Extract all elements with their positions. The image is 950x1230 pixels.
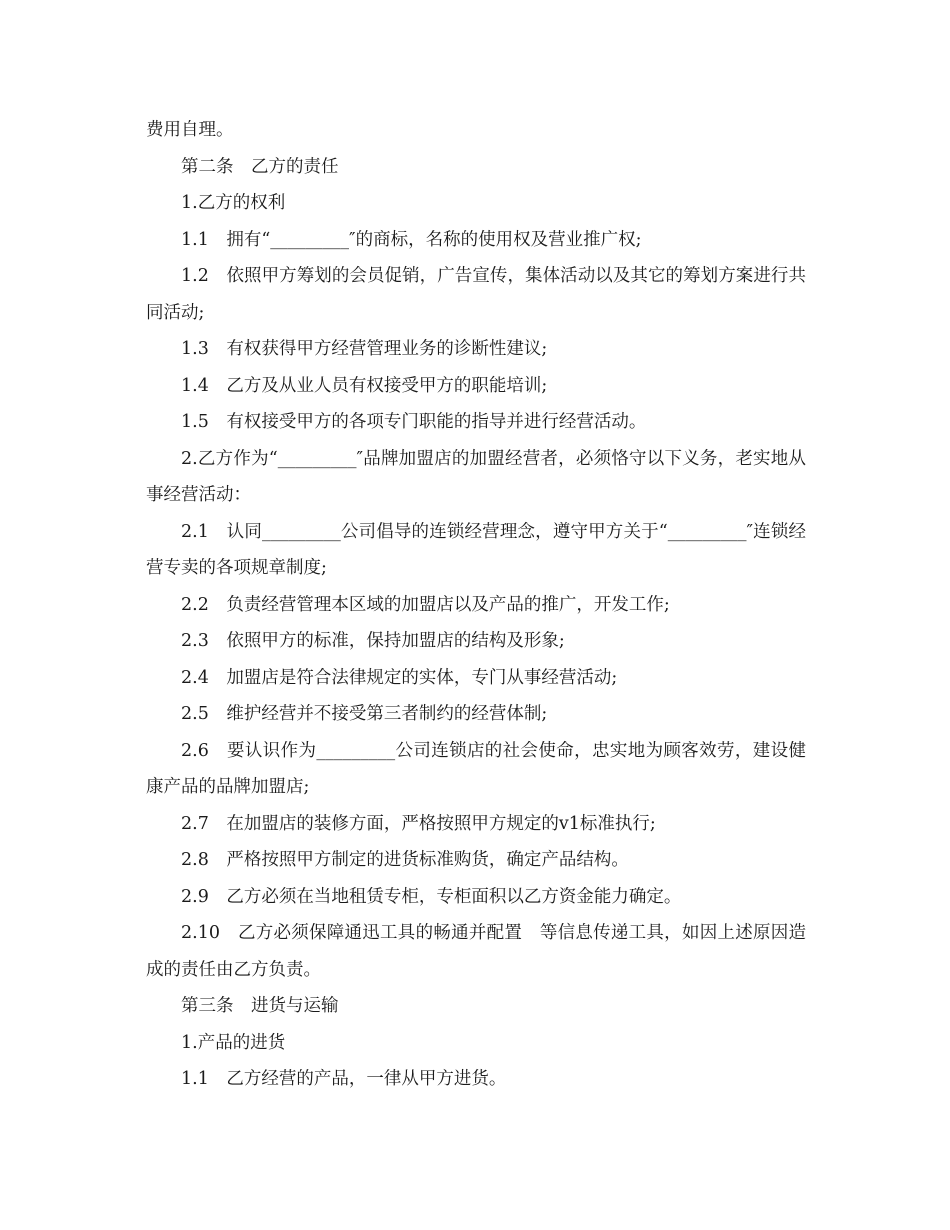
clause-item: 1.5 有权接受甲方的各项专门职能的指导并进行经营活动。	[181, 412, 647, 432]
clause-item: 2.7 在加盟店的装修方面，严格按照甲方规定的v1标准执行;	[181, 813, 656, 834]
section-heading: 2.乙方作为“_________″品牌加盟店的加盟经营者，必须恪守以下义务，老实地从事经营活动：	[146, 448, 806, 505]
clause-item: 2.6 要认识作为_________公司连锁店的社会使命，忠实地为顾客效劳，建设健康产品的品牌加盟店;	[146, 740, 806, 797]
clause-item: 2.1 认同_________公司倡导的连锁经营理念，遵守甲方关于“_________″连锁经营专卖的各项规章制度;	[146, 521, 806, 578]
article-heading: 第二条 乙方的责任	[181, 156, 339, 177]
clause-item: 2.4 加盟店是符合法律规定的实体，专门从事经营活动;	[181, 667, 618, 688]
article-heading: 第三条 进货与运输	[181, 996, 339, 1016]
clause-item: 1.2 依照甲方筹划的会员促销，广告宣传，集体活动以及其它的筹划方案进行共同活动;	[146, 266, 806, 323]
clause-item: 1.1 拥有“_________″的商标，名称的使用权及营业推广权;	[181, 229, 642, 250]
clause-item: 2.2 负责经营管理本区域的加盟店以及产品的推广，开发工作;	[181, 594, 670, 615]
section-heading: 1.产品的进货	[181, 1032, 286, 1053]
clause-item: 2.5 维护经营并不接受第三者制约的经营体制;	[181, 704, 548, 724]
document-body	[146, 112, 806, 1098]
clause-item: 2.8 严格按照甲方制定的进货标准购货，确定产品结构。	[181, 850, 629, 870]
paragraph-continuation: 费用自理。	[146, 120, 234, 140]
clause-item: 1.1 乙方经营的产品，一律从甲方进货。	[181, 1069, 507, 1089]
clause-item: 1.4 乙方及从业人员有权接受甲方的职能培训;	[181, 375, 548, 396]
clause-item: 2.10 乙方必须保障通迅工具的畅通并配置 等信息传递工具，如因上述原因造成的责任由乙方负责。	[146, 923, 806, 980]
clause-item: 1.3 有权获得甲方经营管理业务的诊断性建议;	[181, 339, 548, 359]
clause-item: 2.3 依照甲方的标准，保持加盟店的结构及形象;	[181, 631, 565, 651]
section-heading: 1.乙方的权利	[181, 193, 286, 213]
clause-item: 2.9 乙方必须在当地租赁专柜，专柜面积以乙方资金能力确定。	[181, 886, 682, 907]
